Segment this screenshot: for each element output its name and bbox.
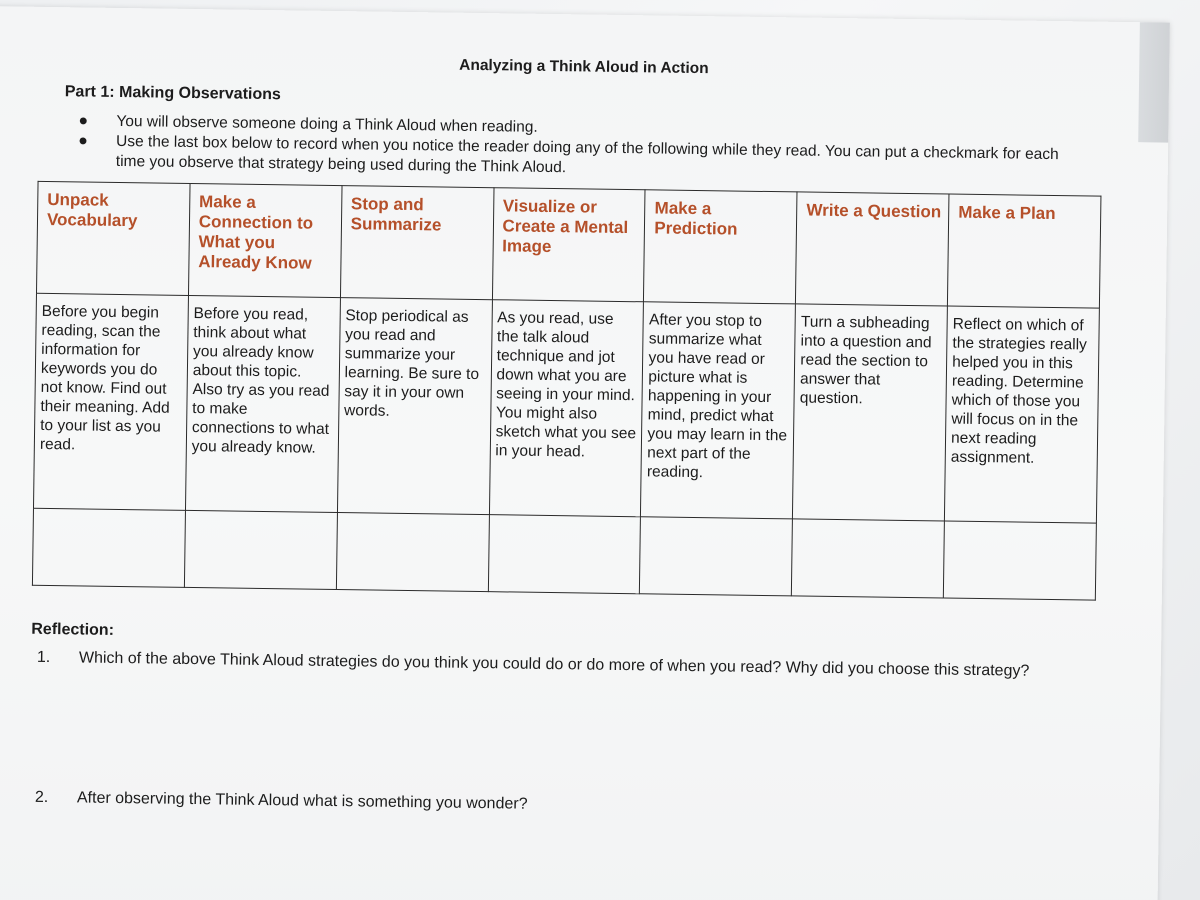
instruction-text: Use the last box below to record when you notice the reader doing any of the following while they read. You can put a checkmark for each time you observe that strategy being used during the Think Aloud. [115, 132, 1059, 177]
strategies-table [32, 181, 1102, 601]
strategy-heading: Stop and Summarize [340, 186, 493, 300]
strategy-description: After you stop to summarize what you have read or picture what is happening in your mind, predict what you may learn in the next part of the reading. [641, 302, 796, 519]
strategy-description: Stop periodical as you read and summarize your learning. Be sure to say it in your own words. [337, 298, 492, 515]
part1-heading: Part 1: Making Observations [64, 83, 281, 104]
observation-box-make-plan[interactable] [943, 521, 1096, 600]
strategy-description: As you read, use the talk aloud technique and jot down what you are seeing in your mind. You might also sketch what you see in your head. [489, 300, 644, 517]
reflection-heading: Reflection: [31, 620, 115, 639]
strategy-description: Before you begin reading, scan the information for keywords you do not know. Find out their meaning. Add to your list as you read. [33, 293, 188, 510]
observation-box-write-question[interactable] [792, 519, 945, 598]
strategy-description-row [33, 293, 1099, 523]
strategy-description: Turn a subheading into a question and read the section to answer that question. [793, 304, 948, 521]
instructions-list [78, 111, 1079, 185]
reflection-question [31, 647, 1041, 682]
observation-box-stop-and-summarize[interactable] [336, 513, 489, 592]
strategy-heading: Make a Connection to What you Already Know [188, 183, 341, 297]
observation-box-visualize[interactable] [488, 515, 641, 594]
instruction-text: You will observe someone doing a Think Aloud when reading. [116, 112, 538, 136]
strategy-heading: Make a Plan [947, 194, 1100, 308]
bullet-icon: ● [78, 132, 88, 150]
paper-edge [1138, 22, 1170, 142]
question-text: Which of the above Think Aloud strategies do you think you could do or do more of when you read? Why did you choose this strategy? [78, 649, 1030, 680]
observation-record-row [32, 508, 1096, 600]
strategy-header-row [36, 181, 1100, 308]
question-number: 2. [34, 788, 49, 807]
strategy-heading: Make a Prediction [644, 190, 797, 304]
strategy-heading: Visualize or Create a Mental Image [492, 188, 645, 302]
observation-box-make-connection[interactable] [184, 510, 337, 589]
worksheet-title: Analyzing a Think Aloud in Action [459, 56, 709, 78]
observation-box-unpack-vocabulary[interactable] [32, 508, 185, 587]
question-number: 1. [36, 648, 51, 667]
question-text: After observing the Think Aloud what is something you wonder? [76, 789, 528, 813]
worksheet-page [0, 6, 1170, 900]
strategy-description: Reflect on which of the strategies really helped you in this reading. Determine which of those you will focus on in the next reading assignment. [944, 306, 1099, 523]
reflection-question [29, 787, 1039, 822]
strategy-heading: Write a Question [796, 192, 949, 306]
strategy-heading: Unpack Vocabulary [36, 181, 189, 295]
observation-box-make-prediction[interactable] [640, 517, 793, 596]
bullet-icon: ● [78, 112, 89, 130]
strategy-description: Before you read, think about what you already know about this topic. Also try as you read to make connections to what you already know. [185, 295, 340, 512]
